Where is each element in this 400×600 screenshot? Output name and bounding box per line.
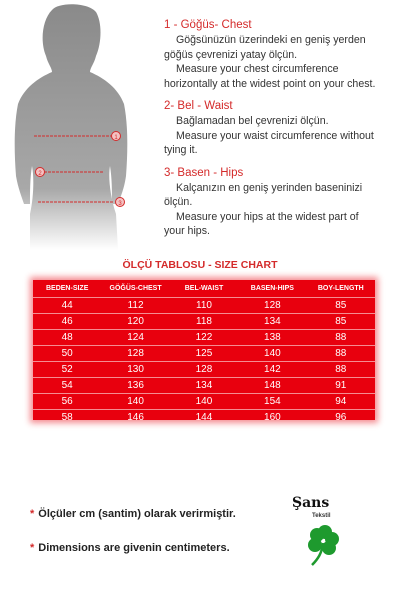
table-cell: 146 <box>127 412 144 423</box>
table-cell: 124 <box>101 330 169 346</box>
table-cell: 85 <box>307 298 375 314</box>
table-cell: 134 <box>238 314 306 330</box>
table-row <box>33 314 375 330</box>
table-cell: 128 <box>101 346 169 362</box>
table-row <box>33 378 375 394</box>
table-cell: 136 <box>101 378 169 394</box>
chest-line-tr-2: göğüs çevrenizi yatay ölçün. <box>164 48 298 61</box>
hips-line-en-1: Measure your hips at the widest part of <box>176 210 359 223</box>
waist-line-tr-1: Bağlamadan bel çevrenizi ölçün. <box>176 115 329 127</box>
note-star: * <box>30 508 35 520</box>
table-cell: 140 <box>170 394 238 410</box>
waist-line-en-1: Measure your waist circumference without <box>176 129 374 142</box>
table-row <box>33 298 375 314</box>
table-cell: 134 <box>170 378 238 394</box>
waist-marker: 2 <box>38 171 42 177</box>
table-cell: 140 <box>101 394 169 410</box>
size-table <box>33 280 375 425</box>
table-cell: 110 <box>170 298 238 314</box>
hips-title: 3- Basen - Hips <box>164 166 244 179</box>
table-row <box>33 330 375 346</box>
table-cell: 50 <box>33 346 101 362</box>
table-cell: 91 <box>307 378 375 394</box>
table-cell: 46 <box>33 314 101 330</box>
table-cell: 96 <box>335 412 347 423</box>
table-cell: 128 <box>170 362 238 378</box>
table-row <box>33 394 375 410</box>
table-row <box>33 410 375 426</box>
table-cell: 48 <box>33 330 101 346</box>
table-cell: 154 <box>238 394 306 410</box>
body-silhouette <box>0 0 160 250</box>
brand-name: Şans <box>292 495 330 511</box>
waist-line-en-2: tying it. <box>164 144 198 156</box>
hips-line-tr-2: ölçün. <box>164 196 193 208</box>
note-english-text: Dimensions are givenin centimeters. <box>38 542 230 554</box>
header-waist: BEL-WAIST <box>170 280 238 298</box>
header-size: BEDEN-SIZE <box>33 280 101 298</box>
note-turkish-text: Ölçüler cm (santim) olarak verirmiştir. <box>38 508 236 520</box>
chest-line-tr-1: Göğsünüzün üzerindeki en geniş yerden <box>176 34 366 46</box>
hips-section <box>164 166 396 239</box>
table-cell: 128 <box>238 298 306 314</box>
table-cell: 56 <box>33 394 101 410</box>
waist-title: 2- Bel - Waist <box>164 100 233 112</box>
size-chart-title: ÖLÇÜ TABLOSU - SIZE CHART <box>122 259 278 271</box>
table-cell: 88 <box>307 346 375 362</box>
table-header-row <box>33 280 375 298</box>
table-cell: 44 <box>33 298 101 314</box>
hips-line-en-2: your hips. <box>164 225 210 237</box>
table-cell: 142 <box>238 362 306 378</box>
table-cell: 58 <box>61 412 73 423</box>
table-cell: 130 <box>101 362 169 378</box>
table-cell: 52 <box>33 362 101 378</box>
chest-line-en-2: horizontally at the widest point on your chest. <box>164 77 376 90</box>
chest-marker: 1 <box>114 135 118 141</box>
table-cell: 122 <box>170 330 238 346</box>
header-chest: GÖĞÜS-CHEST <box>101 280 169 298</box>
clover-icon <box>302 523 346 567</box>
header-hips: BASEN-HIPS <box>238 280 306 298</box>
table-cell: 88 <box>307 362 375 378</box>
size-chart <box>33 280 375 423</box>
waist-section <box>164 99 396 158</box>
table-cell: 118 <box>170 314 238 330</box>
table-row <box>33 362 375 378</box>
table-cell: 125 <box>170 346 238 362</box>
note-english <box>30 542 230 554</box>
note-star: * <box>30 542 35 554</box>
table-cell: 94 <box>307 394 375 410</box>
chest-title: 1 - Göğüs- Chest <box>164 19 252 31</box>
hips-marker: 3 <box>118 201 122 207</box>
table-row <box>33 346 375 362</box>
header-length: BOY-LENGTH <box>307 280 375 298</box>
table-cell: 88 <box>307 330 375 346</box>
measurement-instructions <box>164 18 396 247</box>
chest-section <box>164 18 396 91</box>
table-cell: 85 <box>307 314 375 330</box>
table-cell: 160 <box>264 412 281 423</box>
table-cell: 148 <box>238 378 306 394</box>
hips-line-tr-1: Kalçanızın en geniş yerinden baseninizi <box>176 181 363 194</box>
brand-logo <box>292 495 352 575</box>
brand-sub: Tekstil <box>312 513 331 519</box>
table-cell: 54 <box>33 378 101 394</box>
chest-line-en-1: Measure your chest circumference <box>176 63 339 75</box>
silhouette-shape <box>15 4 128 250</box>
table-cell: 138 <box>238 330 306 346</box>
table-cell: 144 <box>195 412 213 423</box>
table-cell: 140 <box>238 346 306 362</box>
table-cell: 112 <box>101 298 169 314</box>
note-turkish <box>30 508 236 520</box>
table-cell: 120 <box>101 314 169 330</box>
